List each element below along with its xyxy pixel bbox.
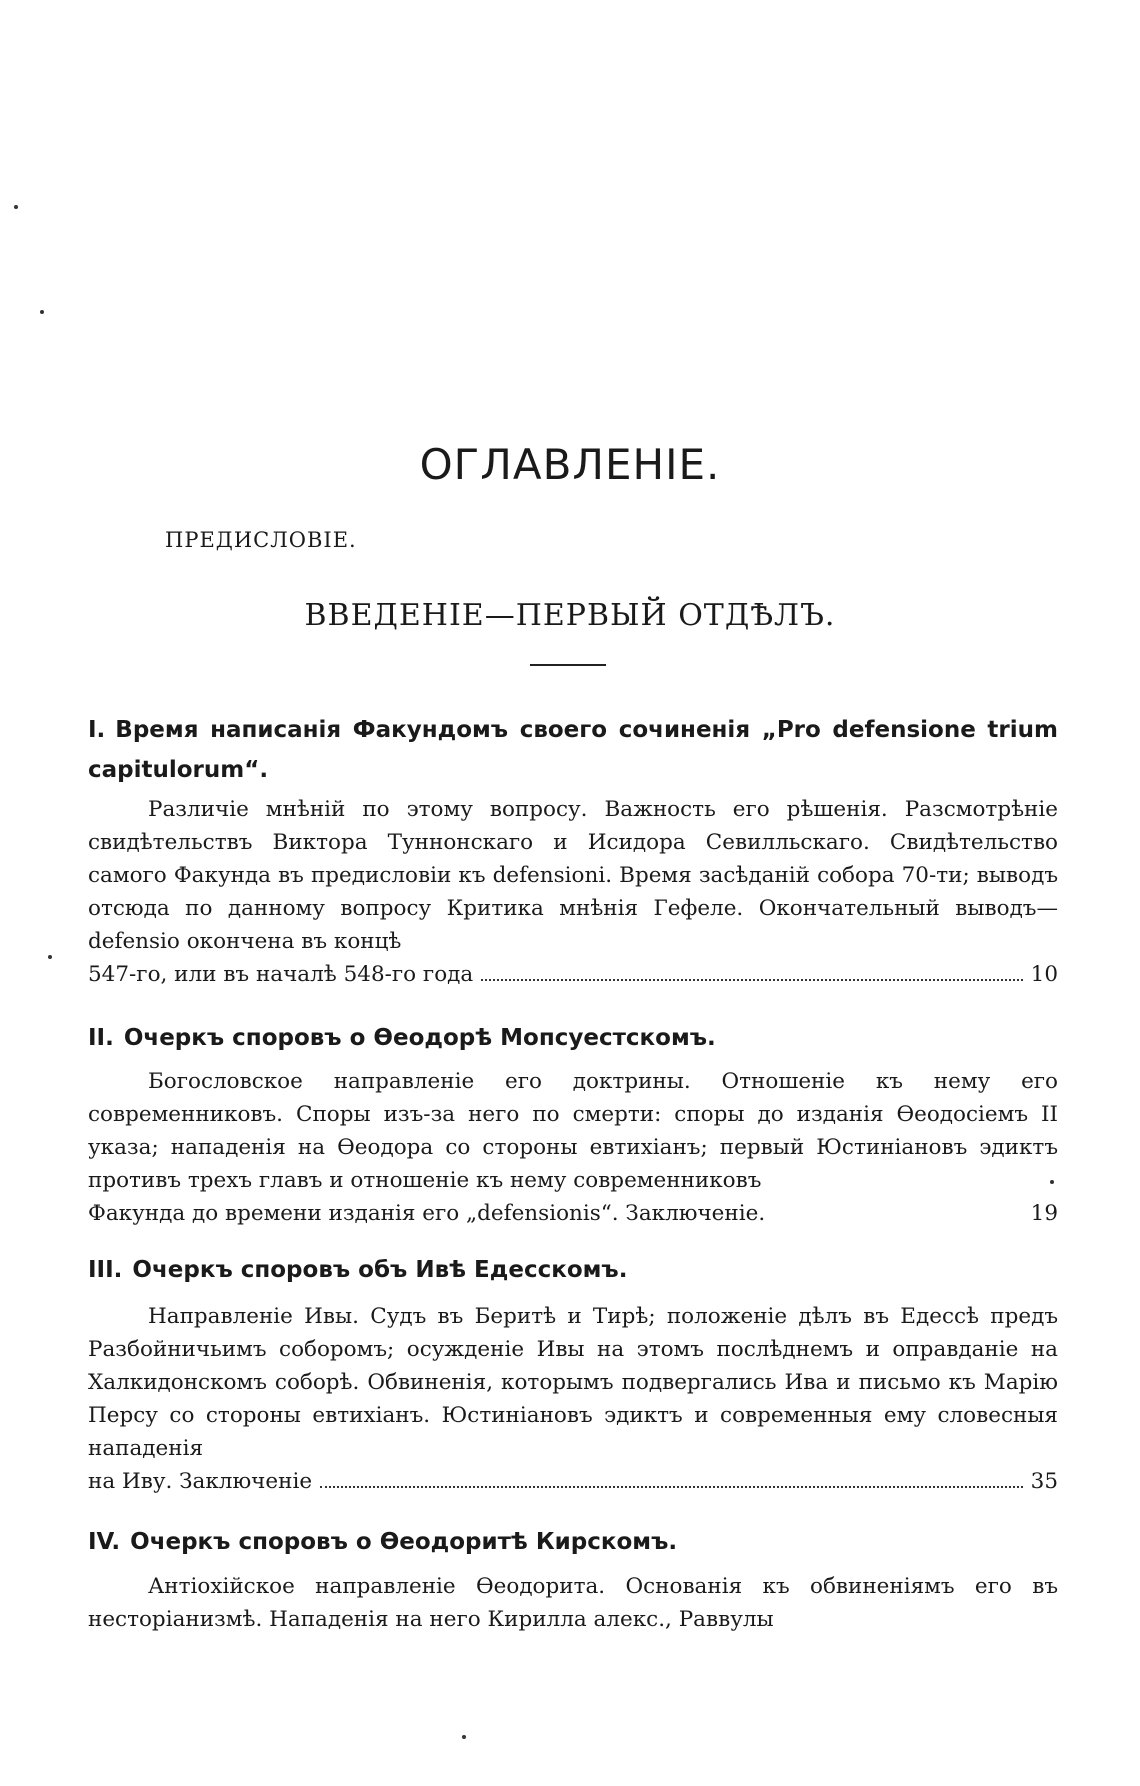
section-body: [88, 1570, 1058, 1636]
section-text: Направленіе Ивы. Судъ въ Беритѣ и Тирѣ; положеніе дѣлъ въ Едессѣ предъ Разбойничьимъ соборомъ; осужденіе Ивы на этомъ послѣднемъ и оправданіе на Халкидонскомъ соборѣ. Обвиненія, которымъ подвергались Ива и письмо къ Марію Персу со стороны евтихіанъ. Юстиніановъ эдиктъ и современныя ему словесныя нападенія: [88, 1304, 1058, 1461]
section-heading: [88, 1018, 1058, 1058]
scan-speck: [40, 310, 44, 314]
page-title: ОГЛАВЛЕНІЕ.: [419, 440, 721, 489]
dot-leader: [481, 979, 1022, 981]
section-heading: [88, 1522, 1058, 1562]
section-body: [88, 793, 1058, 991]
section-number: III.: [88, 1257, 123, 1283]
scan-speck: [1050, 1180, 1054, 1184]
toc-entry-line: [88, 1197, 1058, 1230]
section-text: Антіохійское направленіе Ѳеодорита. Основанія къ обвиненіямъ его въ несторіанизмѣ. Нападенія на него Кирилла алекс., Раввулы: [88, 1574, 1058, 1632]
section-number: II.: [88, 1025, 114, 1051]
dot-leader: [773, 1218, 1022, 1220]
section-last-line: на Иву. Заключеніе: [88, 1469, 313, 1494]
section-last-line: 547-го, или въ началѣ 548-го года: [88, 962, 474, 987]
section-title: Очеркъ споровъ объ Ивѣ Едесскомъ.: [132, 1257, 628, 1283]
page-number: 35: [1030, 1469, 1058, 1494]
section-number: IV.: [88, 1529, 121, 1555]
section-title: Время написанія Факундомъ своего сочиненія „Pro defensione trium capitulorum“.: [88, 717, 1058, 783]
section-body: [88, 1065, 1058, 1230]
section-last-line: Факунда до времени изданія его „defensionis“. Заключеніе.: [88, 1201, 766, 1226]
preface-heading: ПРЕДИСЛОВІЕ.: [165, 528, 357, 552]
toc-entry-line: [88, 1465, 1058, 1498]
dot-leader: [320, 1486, 1023, 1488]
page-number: 19: [1030, 1201, 1058, 1226]
section-title: Очеркъ споровъ о Ѳеодорѣ Мопсуестскомъ.: [123, 1025, 716, 1051]
scan-speck: [462, 1735, 466, 1739]
toc-entry-line: [88, 958, 1058, 991]
section-heading: [88, 710, 1058, 790]
section-heading: [88, 1250, 1058, 1290]
section-number: I.: [88, 717, 106, 743]
divider-rule: [530, 664, 606, 666]
intro-heading: ВВЕДЕНІЕ—ПЕРВЫЙ ОТДѢЛЪ.: [304, 598, 836, 633]
section-title: Очеркъ споровъ о Ѳеодоритѣ Кирскомъ.: [130, 1529, 678, 1555]
section-body: [88, 1300, 1058, 1498]
section-text: Различіе мнѣній по этому вопросу. Важность его рѣшенія. Разсмотрѣніе свидѣтельствъ Виктора Туннонскаго и Исидора Севилльскаго. Свидѣтельство самого Факунда въ предисловіи къ defensioni. Время засѣданій собора 70-ти; выводъ отсюда по данному вопросу Критика мнѣнія Гефеле. Окончательный выводъ—defensio окончена въ концѣ: [88, 797, 1058, 954]
scan-speck: [48, 955, 52, 959]
section-text: Богословское направленіе его доктрины. Отношеніе къ нему его современниковъ. Споры изъ-за него по смерти: споры до изданія Ѳеодосіемъ II указа; нападенія на Ѳеодора со стороны евтихіанъ; первый Юстиніановъ эдиктъ противъ трехъ главъ и отношеніе къ нему современниковъ: [88, 1069, 1058, 1193]
scan-speck: [14, 205, 18, 209]
page-number: 10: [1030, 962, 1058, 987]
